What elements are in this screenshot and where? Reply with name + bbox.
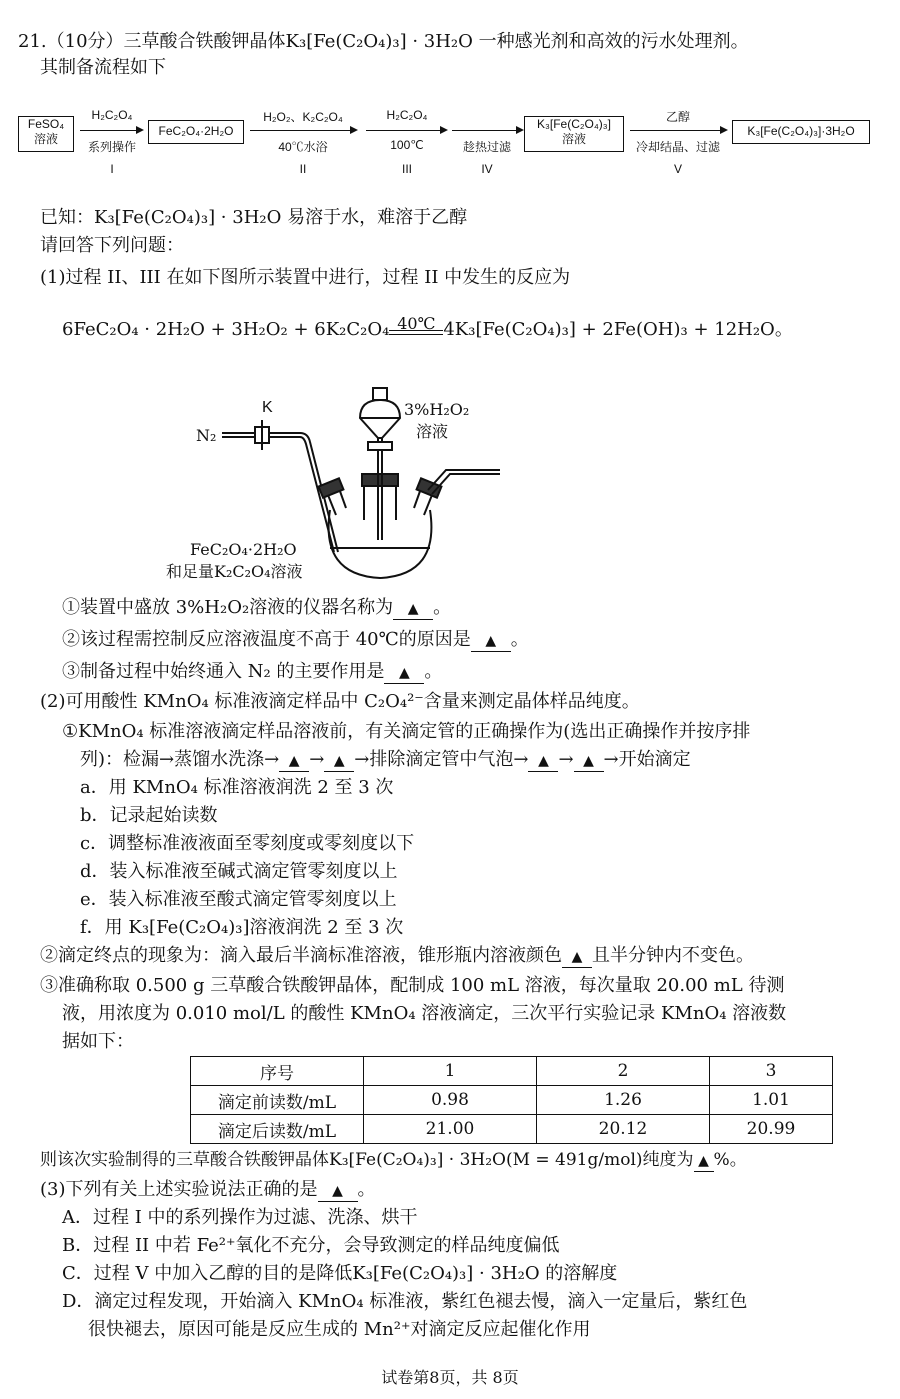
- equation-right: 4K₃[Fe(C₂O₄)₃] + 2Fe(OH)₃ + 12H₂O。: [443, 319, 793, 340]
- answer-blank[interactable]: [574, 750, 604, 772]
- answer-blank[interactable]: [528, 750, 558, 772]
- q-text: ①装置中盛放 3%H₂O₂溶液的仪器名称为: [62, 597, 394, 618]
- table-cell: 滴定后读数/mL: [191, 1115, 364, 1144]
- answer-blank[interactable]: [471, 630, 511, 652]
- label-h2o2-solution: 溶液: [416, 422, 449, 441]
- part3-intro: [40, 1178, 376, 1202]
- q-text: ②滴定终点的现象为：滴入最后半滴标准溶液，锥形瓶内溶液颜色: [40, 945, 562, 966]
- option-c: c．调整标准液液面至零刻度或零刻度以下: [80, 833, 415, 854]
- known-info: 已知：K₃[Fe(C₂O₄)₃] · 3H₂O 易溶于水，难溶于乙醇: [40, 207, 468, 228]
- option-D-line2: 很快褪去，原因可能是反应生成的 Mn²⁺对滴定反应起催化作用: [88, 1319, 591, 1340]
- option-e: e．装入标准液至酸式滴定管零刻度以上: [80, 889, 397, 910]
- option-b: b．记录起始读数: [80, 805, 218, 826]
- q-text: 则该次实验制得的三草酸合铁酸钾晶体K₃[Fe(C₂O₄)₃] · 3H₂O(M = 491g/mol)纯度为: [40, 1150, 694, 1170]
- answer-blank[interactable]: [694, 1150, 714, 1172]
- answer-blank[interactable]: [324, 750, 354, 772]
- titration-table: [190, 1056, 833, 1144]
- answer-prompt: 请回答下列问题：: [40, 235, 184, 256]
- blank-mark: ▲: [698, 1153, 709, 1169]
- question-subtitle: 其制备流程如下: [40, 57, 166, 78]
- part2-q1-line2: [80, 748, 691, 772]
- flow-reagent: H₂O₂、K₂C₂O₄: [263, 110, 343, 124]
- flow-arrow: [452, 130, 522, 131]
- option-D: D．滴定过程发现，开始滴入 KMnO₄ 标准液，紫红色褪去慢，滴入一定量后，紫红色: [62, 1291, 748, 1312]
- table-cell: 21.00: [364, 1115, 537, 1144]
- blank-mark: ▲: [583, 753, 594, 769]
- part2-q2: [40, 944, 754, 968]
- table-cell: 滴定前读数/mL: [191, 1086, 364, 1115]
- answer-blank[interactable]: [318, 1180, 358, 1202]
- flow-condition: 100℃: [390, 138, 424, 152]
- part2-q1-line1: ①KMnO₄ 标准溶液滴定样品溶液前，有关滴定管的正确操作为(选出正确操作并按序排: [62, 721, 751, 742]
- flow-box-text: 溶液: [33, 132, 58, 146]
- table-cell: 0.98: [364, 1086, 537, 1115]
- part2-q3-line2: 液，用浓度为 0.010 mol/L 的酸性 KMnO₄ 溶液滴定，三次平行实验记录 KMnO₄ 溶液数: [62, 1003, 787, 1024]
- flow-box-text: 溶液: [561, 132, 586, 146]
- q-text: →: [558, 749, 574, 770]
- flow-arrow: [80, 130, 142, 131]
- page-footer: 试卷第8页，共 8页: [381, 1368, 519, 1387]
- flow-reagent: 乙醇: [665, 110, 690, 124]
- q-text: →开始滴定: [603, 749, 691, 770]
- flow-box-product: K₃[Fe(C₂O₄)₃]·3H₂O: [732, 120, 870, 144]
- flow-step-label: IV: [481, 162, 493, 176]
- table-cell: 1.01: [710, 1086, 833, 1115]
- option-f: f．用 K₃[Fe(C₂O₄)₃]溶液润洗 2 至 3 次: [80, 917, 404, 938]
- q-text: (3)下列有关上述实验说法正确的是: [40, 1179, 318, 1200]
- answer-blank[interactable]: [384, 662, 424, 684]
- blank-mark: ▲: [538, 753, 549, 769]
- blank-mark: ▲: [332, 1183, 343, 1199]
- table-header-cell: 1: [364, 1057, 537, 1086]
- q-text: %。: [713, 1150, 747, 1170]
- q-text: 列)：检漏→蒸馏水洗涤→: [80, 749, 280, 770]
- reaction-equation: [62, 314, 793, 342]
- table-row: [191, 1115, 833, 1144]
- equation-condition: 40℃: [397, 314, 436, 333]
- flow-reagent: H₂C₂O₄: [386, 108, 428, 122]
- flow-box-fec2o4: FeC₂O₄·2H₂O: [148, 120, 244, 144]
- flow-box-feso4: [18, 116, 74, 152]
- part1-intro: (1)过程 II、III 在如下图所示装置中进行，过程 II 中发生的反应为: [40, 267, 571, 288]
- label-n2: N₂: [196, 426, 217, 445]
- part2-intro: (2)可用酸性 KMnO₄ 标准液滴定样品中 C₂O₄²⁻含量来测定晶体样品纯度。: [40, 691, 640, 712]
- equation-condition-arrow: [389, 314, 443, 335]
- table-row: [191, 1086, 833, 1115]
- flow-box-k3fe: [524, 116, 624, 152]
- flow-arrow: [250, 130, 356, 131]
- part1-q1: ①装置中盛放 3%H₂O₂溶液的仪器名称为 ▲ 。: [62, 597, 452, 618]
- option-a: a．用 KMnO₄ 标准溶液润洗 2 至 3 次: [80, 777, 394, 798]
- table-cell: 20.12: [537, 1115, 710, 1144]
- flow-condition: 趁热过滤: [462, 140, 511, 154]
- table-cell: 20.99: [710, 1115, 833, 1144]
- flow-step-label: III: [401, 162, 412, 176]
- label-flask-solution: 和足量K₂C₂O₄溶液: [166, 562, 303, 581]
- answer-blank[interactable]: [393, 598, 433, 620]
- blank-mark: ▲: [485, 633, 497, 649]
- flow-arrow: [366, 130, 446, 131]
- q-text: →排除滴定管中气泡→: [354, 749, 529, 770]
- flow-step-label: I: [110, 162, 114, 176]
- table-cell: 1.26: [537, 1086, 710, 1115]
- flow-arrow: [630, 130, 726, 131]
- flow-condition: 系列操作: [87, 140, 136, 154]
- label-h2o2: 3%H₂O₂: [404, 400, 470, 419]
- blank-mark: ▲: [571, 949, 583, 965]
- flow-condition: 冷却结晶、过滤: [635, 140, 720, 154]
- q-text: 。: [357, 1179, 376, 1200]
- q-text: ③制备过程中始终通入 N₂ 的主要作用是: [62, 661, 385, 682]
- part1-q3: ③制备过程中始终通入 N₂ 的主要作用是 ▲ 。: [62, 661, 443, 682]
- blank-mark: ▲: [399, 665, 410, 681]
- flow-condition: 40℃水浴: [278, 140, 328, 154]
- answer-blank[interactable]: [562, 946, 592, 968]
- blank-mark: ▲: [407, 601, 419, 617]
- option-d: d．装入标准液至碱式滴定管零刻度以上: [80, 861, 398, 882]
- blank-mark: ▲: [333, 753, 345, 769]
- part2-q3-line1: ③准确称取 0.500 g 三草酸合铁酸钾晶体，配制成 100 mL 溶液，每次量取 20.00 mL 待测: [40, 975, 785, 996]
- option-C: C．过程 V 中加入乙醇的目的是降低K₃[Fe(C₂O₄)₃] · 3H₂O 的溶解度: [62, 1263, 618, 1284]
- label-flask-content: FeC₂O₄·2H₂O: [190, 540, 297, 559]
- flow-box-text: FeSO₄: [27, 117, 65, 131]
- option-A: A．过程 I 中的系列操作为过滤、洗涤、烘干: [62, 1207, 418, 1228]
- flow-box-text: K₃[Fe(C₂O₄)₃]: [537, 117, 611, 131]
- flow-step-label: V: [673, 162, 682, 176]
- question-title: 21.（10分）三草酸合铁酸钾晶体K₃[Fe(C₂O₄)₃] · 3H₂O 一种感光剂和高效的污水处理剂。: [18, 31, 749, 52]
- part1-q2: ②该过程需控制反应溶液温度不高于 40℃的原因是 ▲ 。: [62, 629, 529, 650]
- part2-q3-result: [40, 1148, 747, 1172]
- table-header-cell: 2: [537, 1057, 710, 1086]
- option-B: B．过程 II 中若 Fe²⁺氧化不充分，会导致测定的样品纯度偏低: [62, 1235, 560, 1256]
- table-header-cell: 3: [710, 1057, 833, 1086]
- part2-q3-line3: 据如下：: [62, 1031, 134, 1052]
- q-text: →: [309, 749, 325, 770]
- q-text: ②该过程需控制反应溶液温度不高于 40℃的原因是: [62, 629, 471, 650]
- flow-step-label: II: [299, 162, 307, 176]
- equation-left: 6FeC₂O₄ · 2H₂O + 3H₂O₂ + 6K₂C₂O₄: [62, 319, 390, 340]
- table-header-row: [191, 1057, 833, 1086]
- label-k: K: [262, 399, 273, 416]
- q-text: 且半分钟内不变色。: [592, 945, 754, 966]
- flow-reagent: H₂C₂O₄: [91, 108, 133, 122]
- answer-blank[interactable]: [279, 750, 309, 772]
- blank-mark: ▲: [288, 753, 300, 769]
- table-header-cell: 序号: [191, 1057, 364, 1086]
